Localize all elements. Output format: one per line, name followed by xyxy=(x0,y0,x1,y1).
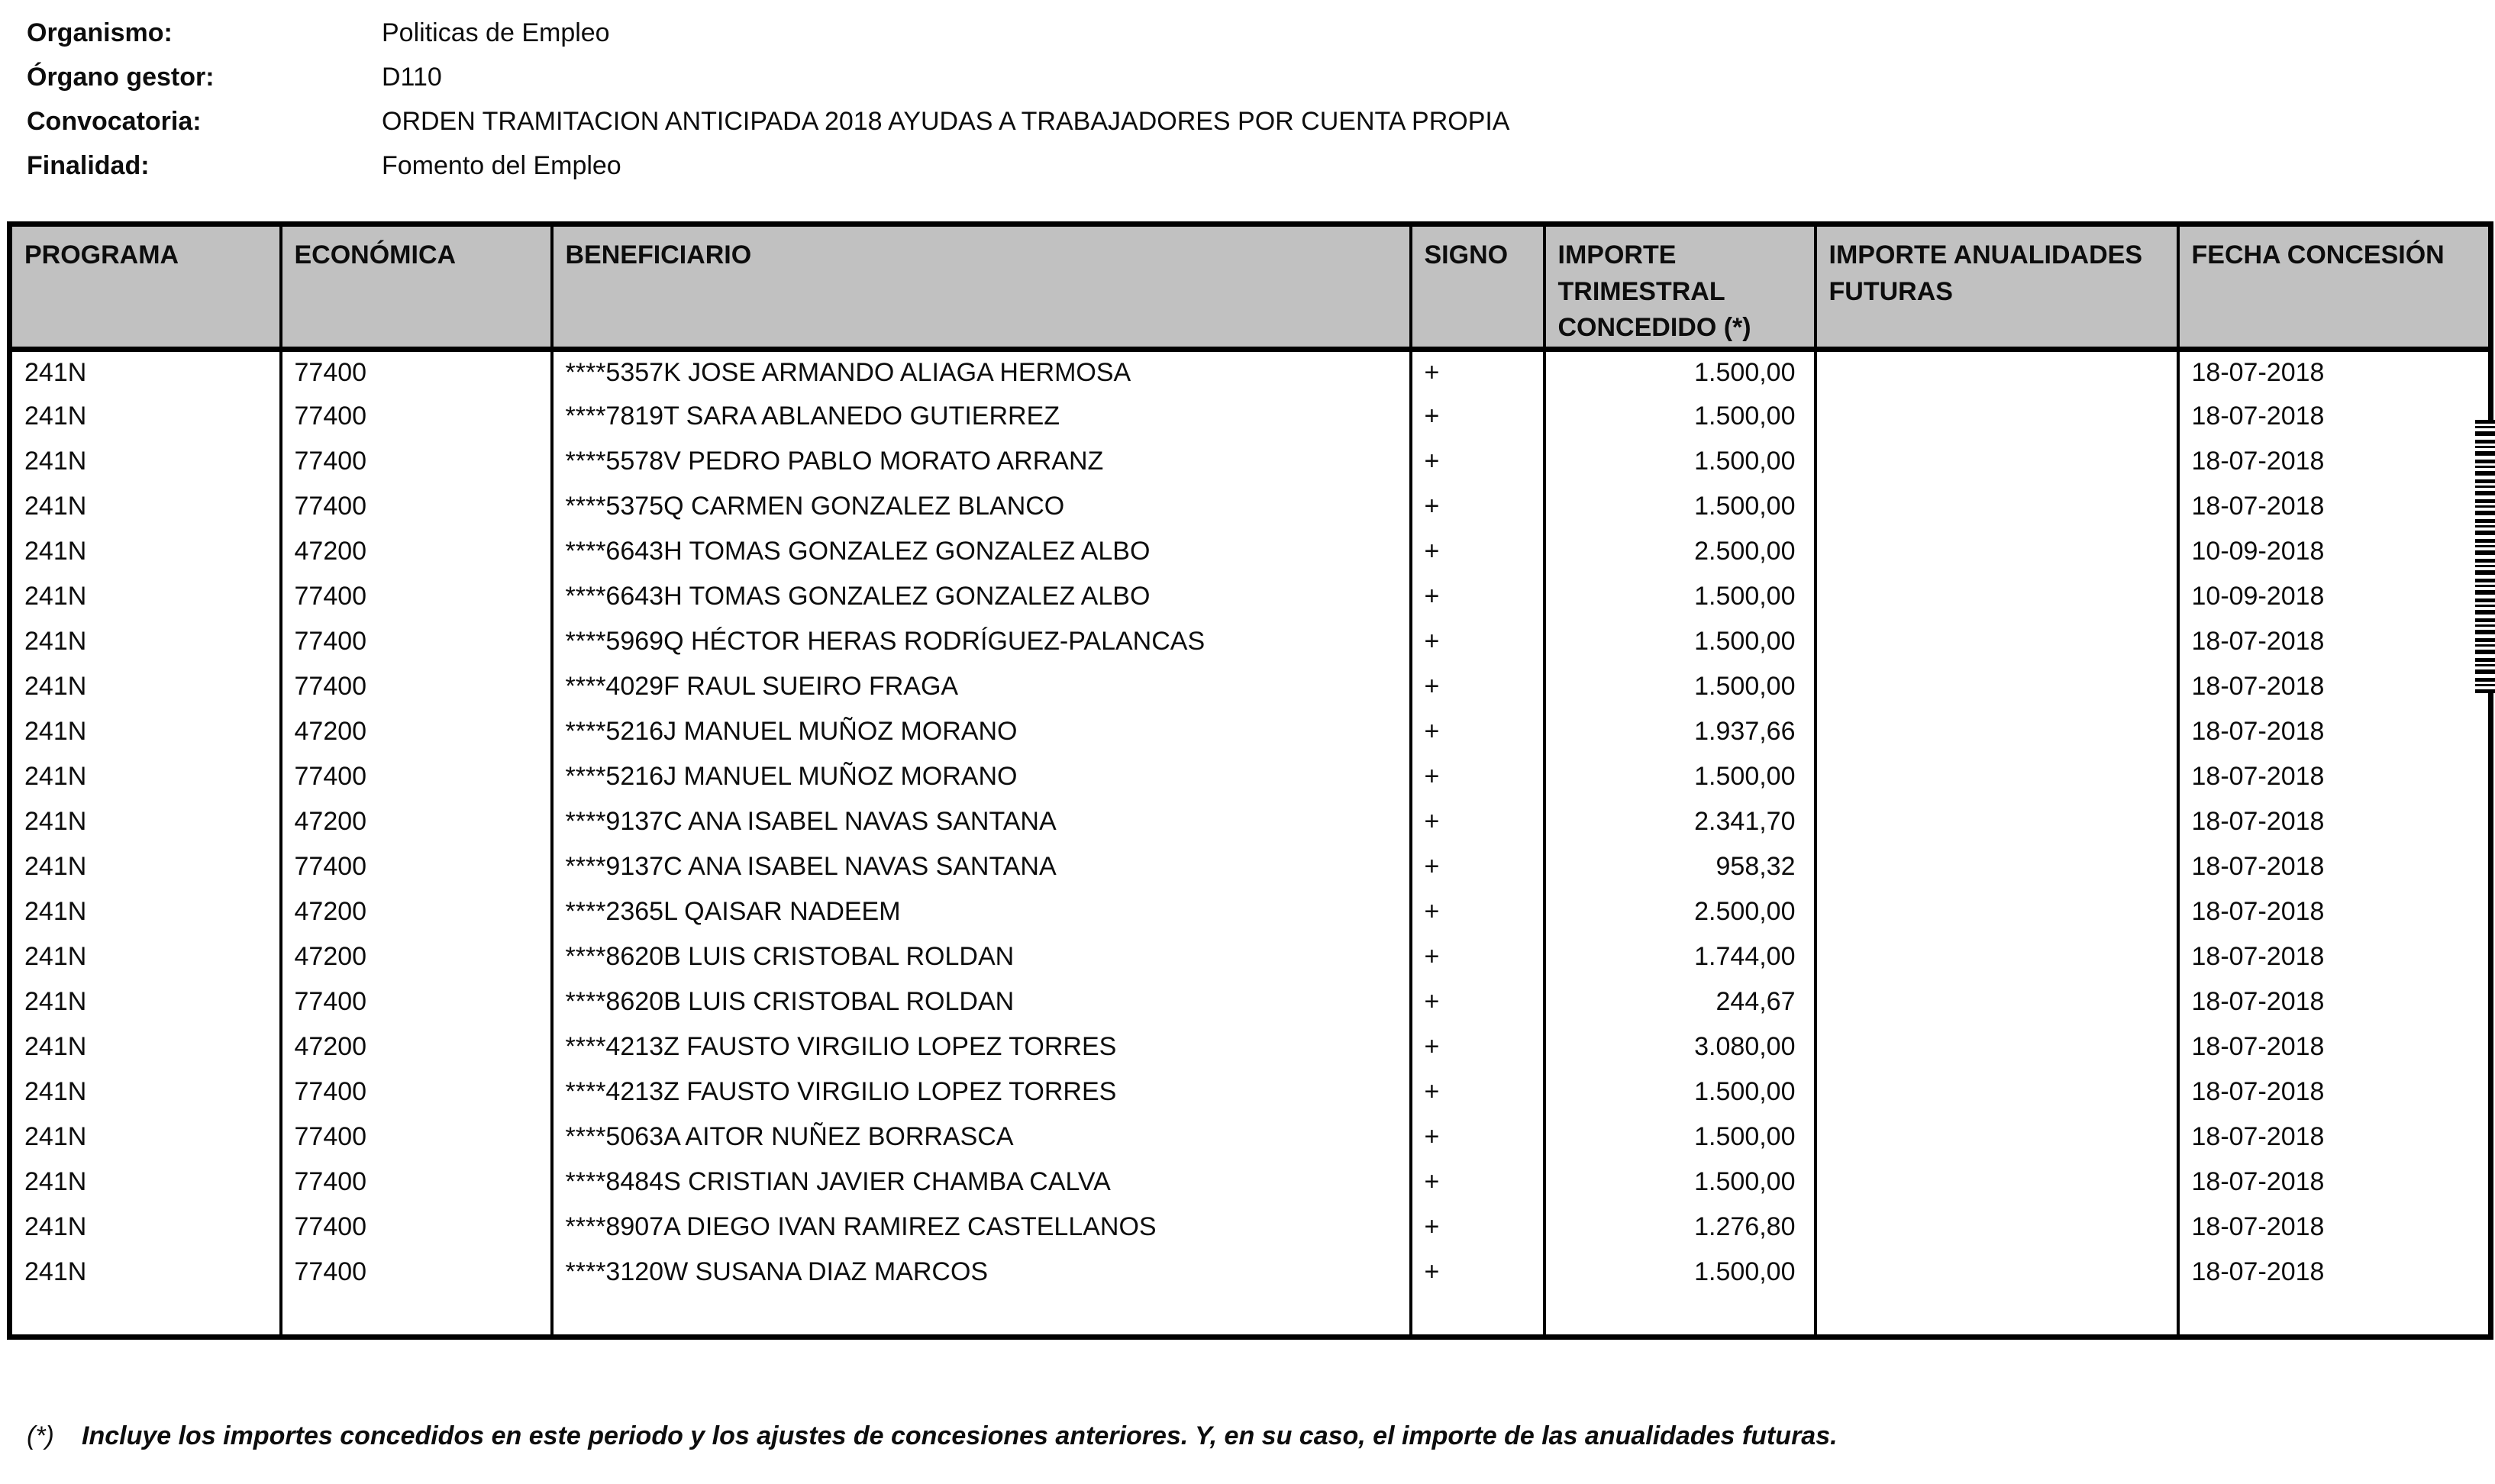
cell-fecha-concesion: 18-07-2018 xyxy=(2178,439,2491,484)
cell-signo: + xyxy=(1411,754,1544,799)
cell-fecha-concesion: 18-07-2018 xyxy=(2178,844,2491,889)
meta-row-finalidad xyxy=(27,144,1510,188)
cell-economica: 47200 xyxy=(281,709,552,754)
cell-importe-anualidades xyxy=(1816,979,2178,1024)
header-importe-trimestral: IMPORTE TRIMESTRAL CONCEDIDO (*) xyxy=(1544,224,1816,350)
table-row xyxy=(10,709,2491,754)
cell-importe-anualidades xyxy=(1816,799,2178,844)
meta-row-organismo xyxy=(27,11,1510,55)
cell-signo: + xyxy=(1411,1250,1544,1295)
document-meta xyxy=(27,11,1510,188)
cell-beneficiario: ****7819T SARA ABLANEDO GUTIERREZ xyxy=(552,394,1411,439)
cell-fecha-concesion: 18-07-2018 xyxy=(2178,484,2491,529)
header-economica: ECONÓMICA xyxy=(281,224,552,350)
cell-importe-anualidades xyxy=(1816,889,2178,934)
cell-fecha-concesion: 18-07-2018 xyxy=(2178,979,2491,1024)
cell-beneficiario: ****5216J MANUEL MUÑOZ MORANO xyxy=(552,709,1411,754)
table-body xyxy=(10,349,2491,1337)
cell-signo: + xyxy=(1411,979,1544,1024)
cell-fecha-concesion: 18-07-2018 xyxy=(2178,709,2491,754)
cell-importe-anualidades xyxy=(1816,754,2178,799)
organo-gestor-value: D110 xyxy=(382,62,442,92)
table-row xyxy=(10,1069,2491,1115)
cell-beneficiario: ****9137C ANA ISABEL NAVAS SANTANA xyxy=(552,799,1411,844)
cell-signo: + xyxy=(1411,1205,1544,1250)
cell-signo: + xyxy=(1411,484,1544,529)
cell-importe-trimestral: 1.500,00 xyxy=(1544,664,1816,709)
cell-importe-anualidades xyxy=(1816,844,2178,889)
cell-programa: 241N xyxy=(24,402,87,431)
table-row xyxy=(10,979,2491,1024)
cell-signo: + xyxy=(1411,619,1544,664)
cell-importe-trimestral: 1.276,80 xyxy=(1544,1205,1816,1250)
cell-fecha-concesion xyxy=(2178,1295,2491,1337)
cell-economica: 77400 xyxy=(281,979,552,1024)
cell-economica: 77400 xyxy=(281,439,552,484)
cell-importe-anualidades xyxy=(1816,1250,2178,1295)
cell-beneficiario: ****6643H TOMAS GONZALEZ GONZALEZ ALBO xyxy=(552,529,1411,574)
header-beneficiario: BENEFICIARIO xyxy=(552,224,1411,350)
cell-signo: + xyxy=(1411,709,1544,754)
cell-importe-anualidades xyxy=(1816,709,2178,754)
cell-fecha-concesion: 18-07-2018 xyxy=(2178,619,2491,664)
cell-fecha-concesion: 18-07-2018 xyxy=(2178,1024,2491,1069)
cell-programa: 241N xyxy=(24,717,87,747)
cell-beneficiario xyxy=(552,1295,1411,1337)
cell-economica: 77400 xyxy=(281,754,552,799)
cell-signo: + xyxy=(1411,664,1544,709)
cell-programa: 241N xyxy=(24,358,87,388)
cell-importe-anualidades xyxy=(1816,619,2178,664)
cell-fecha-concesion: 18-07-2018 xyxy=(2178,1160,2491,1205)
finalidad-label: Finalidad: xyxy=(27,150,150,180)
cell-importe-trimestral: 244,67 xyxy=(1544,979,1816,1024)
cell-beneficiario: ****4213Z FAUSTO VIRGILIO LOPEZ TORRES xyxy=(552,1069,1411,1115)
cell-programa: 241N xyxy=(24,537,87,566)
table-row xyxy=(10,529,2491,574)
cell-programa: 241N xyxy=(24,942,87,972)
cell-economica: 77400 xyxy=(281,1115,552,1160)
cell-economica: 77400 xyxy=(281,394,552,439)
cell-fecha-concesion: 18-07-2018 xyxy=(2178,1205,2491,1250)
cell-economica: 77400 xyxy=(281,1250,552,1295)
cell-importe-trimestral: 1.500,00 xyxy=(1544,394,1816,439)
finalidad-value: Fomento del Empleo xyxy=(382,150,621,180)
table-filler-row xyxy=(10,1295,2491,1337)
cell-fecha-concesion: 18-07-2018 xyxy=(2178,394,2491,439)
cell-importe-anualidades xyxy=(1816,1069,2178,1115)
cell-beneficiario: ****4213Z FAUSTO VIRGILIO LOPEZ TORRES xyxy=(552,1024,1411,1069)
header-importe-anualidades: IMPORTE ANUALIDADES FUTURAS xyxy=(1816,224,2178,350)
cell-beneficiario: ****5216J MANUEL MUÑOZ MORANO xyxy=(552,754,1411,799)
cell-importe-anualidades xyxy=(1816,394,2178,439)
table-header xyxy=(10,224,2491,350)
header-programa: PROGRAMA xyxy=(10,224,281,350)
table-row xyxy=(10,889,2491,934)
cell-importe-trimestral: 2.500,00 xyxy=(1544,889,1816,934)
cell-importe-trimestral xyxy=(1544,1295,1816,1337)
cell-economica: 47200 xyxy=(281,529,552,574)
cell-programa: 241N xyxy=(24,897,87,927)
cell-beneficiario: ****3120W SUSANA DIAZ MARCOS xyxy=(552,1250,1411,1295)
cell-beneficiario: ****5969Q HÉCTOR HERAS RODRÍGUEZ-PALANCAS xyxy=(552,619,1411,664)
cell-programa: 241N xyxy=(24,1032,87,1062)
cell-beneficiario: ****8907A DIEGO IVAN RAMIREZ CASTELLANOS xyxy=(552,1205,1411,1250)
header-fecha-concesion: FECHA CONCESIÓN xyxy=(2178,224,2491,350)
cell-importe-anualidades xyxy=(1816,574,2178,619)
table-row xyxy=(10,349,2491,394)
cell-economica: 47200 xyxy=(281,934,552,979)
table-row xyxy=(10,619,2491,664)
cell-beneficiario: ****5578V PEDRO PABLO MORATO ARRANZ xyxy=(552,439,1411,484)
table-header-row xyxy=(10,224,2491,350)
table-row xyxy=(10,439,2491,484)
cell-fecha-concesion: 18-07-2018 xyxy=(2178,1250,2491,1295)
cell-importe-trimestral: 1.500,00 xyxy=(1544,349,1816,394)
cell-importe-trimestral: 1.500,00 xyxy=(1544,439,1816,484)
convocatoria-value: ORDEN TRAMITACION ANTICIPADA 2018 AYUDAS A TRABAJADORES POR CUENTA PROPIA xyxy=(382,106,1510,136)
cell-importe-anualidades xyxy=(1816,1295,2178,1337)
cell-programa: 241N xyxy=(24,1257,87,1287)
cell-programa: 241N xyxy=(24,582,87,611)
cell-programa: 241N xyxy=(24,987,87,1017)
footnote-text: Incluye los importes concedidos en este periodo y los ajustes de concesiones anteriores. Y, en su caso, el importe de las anualidades futuras. xyxy=(82,1421,1838,1450)
cell-fecha-concesion: 18-07-2018 xyxy=(2178,934,2491,979)
cell-economica: 47200 xyxy=(281,1024,552,1069)
cell-economica: 77400 xyxy=(281,844,552,889)
cell-economica: 77400 xyxy=(281,1205,552,1250)
cell-importe-trimestral: 1.500,00 xyxy=(1544,574,1816,619)
table-row xyxy=(10,1115,2491,1160)
grants-table xyxy=(7,221,2493,1340)
cell-importe-trimestral: 3.080,00 xyxy=(1544,1024,1816,1069)
table-row xyxy=(10,799,2491,844)
cell-economica xyxy=(281,1295,552,1337)
cell-programa: 241N xyxy=(24,672,87,702)
cell-importe-anualidades xyxy=(1816,349,2178,394)
cell-programa: 241N xyxy=(24,447,87,476)
cell-importe-trimestral: 1.500,00 xyxy=(1544,1250,1816,1295)
cell-fecha-concesion: 18-07-2018 xyxy=(2178,349,2491,394)
cell-programa: 241N xyxy=(24,492,87,521)
cell-importe-anualidades xyxy=(1816,664,2178,709)
cell-beneficiario: ****5375Q CARMEN GONZALEZ BLANCO xyxy=(552,484,1411,529)
cell-programa: 241N xyxy=(24,1167,87,1197)
cell-economica: 77400 xyxy=(281,484,552,529)
cell-programa xyxy=(10,1295,281,1337)
table-row xyxy=(10,1160,2491,1205)
cell-importe-anualidades xyxy=(1816,1024,2178,1069)
cell-importe-trimestral: 1.500,00 xyxy=(1544,1115,1816,1160)
cell-fecha-concesion: 18-07-2018 xyxy=(2178,664,2491,709)
table-row xyxy=(10,574,2491,619)
cell-signo: + xyxy=(1411,1024,1544,1069)
cell-programa: 241N xyxy=(24,1077,87,1107)
cell-economica: 47200 xyxy=(281,889,552,934)
cell-beneficiario: ****6643H TOMAS GONZALEZ GONZALEZ ALBO xyxy=(552,574,1411,619)
cell-economica: 77400 xyxy=(281,349,552,394)
cell-fecha-concesion: 10-09-2018 xyxy=(2178,574,2491,619)
cell-signo: + xyxy=(1411,529,1544,574)
cell-importe-trimestral: 1.500,00 xyxy=(1544,484,1816,529)
cell-importe-anualidades xyxy=(1816,1115,2178,1160)
cell-beneficiario: ****8620B LUIS CRISTOBAL ROLDAN xyxy=(552,934,1411,979)
cell-signo: + xyxy=(1411,349,1544,394)
cell-programa: 241N xyxy=(24,1122,87,1152)
cell-importe-anualidades xyxy=(1816,484,2178,529)
cell-signo: + xyxy=(1411,439,1544,484)
cell-signo: + xyxy=(1411,844,1544,889)
meta-row-convocatoria xyxy=(27,99,1510,144)
cell-programa: 241N xyxy=(24,627,87,657)
table-row xyxy=(10,934,2491,979)
cell-importe-anualidades xyxy=(1816,934,2178,979)
cell-economica: 47200 xyxy=(281,799,552,844)
cell-signo xyxy=(1411,1295,1544,1337)
cell-importe-trimestral: 1.500,00 xyxy=(1544,1160,1816,1205)
cell-economica: 77400 xyxy=(281,574,552,619)
table-row xyxy=(10,484,2491,529)
cell-signo: + xyxy=(1411,799,1544,844)
cell-importe-anualidades xyxy=(1816,439,2178,484)
cell-economica: 77400 xyxy=(281,1069,552,1115)
cell-fecha-concesion: 18-07-2018 xyxy=(2178,1115,2491,1160)
organo-gestor-label: Órgano gestor: xyxy=(27,62,215,92)
header-signo: SIGNO xyxy=(1411,224,1544,350)
convocatoria-label: Convocatoria: xyxy=(27,106,202,136)
cell-beneficiario: ****5063A AITOR NUÑEZ BORRASCA xyxy=(552,1115,1411,1160)
cell-beneficiario: ****5357K JOSE ARMANDO ALIAGA HERMOSA xyxy=(552,349,1411,394)
cell-beneficiario: ****4029F RAUL SUEIRO FRAGA xyxy=(552,664,1411,709)
cell-fecha-concesion: 18-07-2018 xyxy=(2178,754,2491,799)
cell-beneficiario: ****2365L QAISAR NADEEM xyxy=(552,889,1411,934)
cell-importe-trimestral: 1.500,00 xyxy=(1544,1069,1816,1115)
cell-importe-anualidades xyxy=(1816,529,2178,574)
cell-signo: + xyxy=(1411,1115,1544,1160)
cell-signo: + xyxy=(1411,394,1544,439)
table-row xyxy=(10,1024,2491,1069)
cell-fecha-concesion: 18-07-2018 xyxy=(2178,889,2491,934)
cell-importe-trimestral: 958,32 xyxy=(1544,844,1816,889)
table-row xyxy=(10,844,2491,889)
cell-importe-trimestral: 1.744,00 xyxy=(1544,934,1816,979)
cell-importe-trimestral: 2.500,00 xyxy=(1544,529,1816,574)
cell-economica: 77400 xyxy=(281,1160,552,1205)
meta-row-organo-gestor xyxy=(27,55,1510,99)
cell-signo: + xyxy=(1411,1069,1544,1115)
table-row xyxy=(10,1250,2491,1295)
cell-signo: + xyxy=(1411,889,1544,934)
cell-beneficiario: ****8484S CRISTIAN JAVIER CHAMBA CALVA xyxy=(552,1160,1411,1205)
table-row xyxy=(10,394,2491,439)
cell-signo: + xyxy=(1411,574,1544,619)
organismo-value: Politicas de Empleo xyxy=(382,18,610,47)
organismo-label: Organismo: xyxy=(27,18,173,47)
table-row xyxy=(10,1205,2491,1250)
cell-importe-trimestral: 2.341,70 xyxy=(1544,799,1816,844)
cell-importe-anualidades xyxy=(1816,1205,2178,1250)
cell-fecha-concesion: 18-07-2018 xyxy=(2178,799,2491,844)
cell-signo: + xyxy=(1411,934,1544,979)
cell-fecha-concesion: 10-09-2018 xyxy=(2178,529,2491,574)
table-row xyxy=(10,664,2491,709)
cell-fecha-concesion: 18-07-2018 xyxy=(2178,1069,2491,1115)
cell-beneficiario: ****9137C ANA ISABEL NAVAS SANTANA xyxy=(552,844,1411,889)
cell-beneficiario: ****8620B LUIS CRISTOBAL ROLDAN xyxy=(552,979,1411,1024)
cell-programa: 241N xyxy=(24,762,87,792)
cell-importe-anualidades xyxy=(1816,1160,2178,1205)
cell-programa: 241N xyxy=(24,1212,87,1242)
side-barcode xyxy=(2475,420,2495,693)
cell-programa: 241N xyxy=(24,807,87,837)
cell-importe-trimestral: 1.937,66 xyxy=(1544,709,1816,754)
cell-importe-trimestral: 1.500,00 xyxy=(1544,619,1816,664)
footnote-marker: (*) xyxy=(27,1421,54,1450)
cell-importe-trimestral: 1.500,00 xyxy=(1544,754,1816,799)
cell-economica: 77400 xyxy=(281,619,552,664)
footnote xyxy=(27,1421,1838,1451)
cell-programa: 241N xyxy=(24,852,87,882)
cell-economica: 77400 xyxy=(281,664,552,709)
table-row xyxy=(10,754,2491,799)
cell-signo: + xyxy=(1411,1160,1544,1205)
